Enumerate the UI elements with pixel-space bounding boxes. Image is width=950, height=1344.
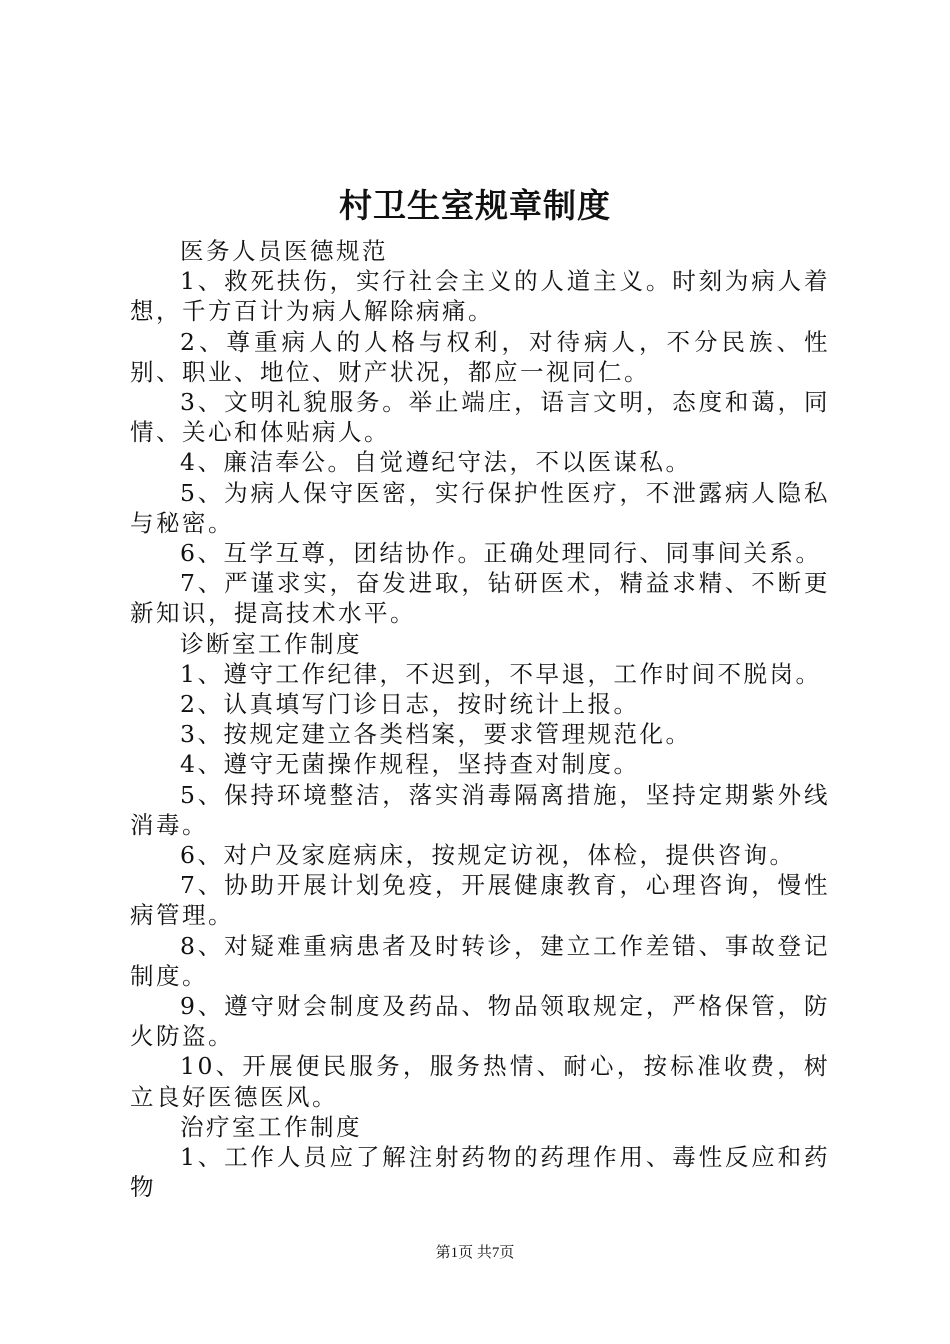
paragraph: 5、为病人保守医密，实行保护性医疗，不泄露病人隐私与秘密。: [130, 478, 830, 537]
paragraph: 3、文明礼貌服务。举止端庄，语言文明，态度和蔼，同情、关心和体贴病人。: [130, 388, 830, 447]
paragraph: 3、按规定建立各类档案，要求管理规范化。: [180, 720, 692, 749]
paragraph: 8、对疑难重病患者及时转诊，建立工作差错、事故登记制度。: [130, 931, 830, 990]
paragraph: 5、保持环境整洁，落实消毒隔离措施，坚持定期紫外线消毒。: [130, 780, 830, 839]
page-footer: 第1页 共7页: [435, 1245, 515, 1261]
paragraph: 4、遵守无菌操作规程，坚持查对制度。: [180, 750, 640, 779]
paragraph: 2、认真填写门诊日志，按时统计上报。: [180, 690, 640, 719]
paragraph: 6、互学互尊，团结协作。正确处理同行、同事间关系。: [180, 539, 822, 568]
paragraph: 2、尊重病人的人格与权利，对待病人，不分民族、性别、职业、地位、财产状况，都应一视同仁。: [130, 327, 830, 386]
paragraph: 1、救死扶伤，实行社会主义的人道主义。时刻为病人着想，千方百计为病人解除病痛。: [130, 267, 830, 326]
paragraph: 10、开展便民服务，服务热情、耐心，按标准收费，树立良好医德医风。: [130, 1052, 830, 1111]
section-heading-medical-ethics: 医务人员医德规范: [180, 237, 388, 265]
page-title: 村卫生室规章制度: [339, 186, 611, 225]
paragraph: 7、协助开展计划免疫，开展健康教育，心理咨询，慢性病管理。: [130, 871, 830, 930]
paragraph: 4、廉洁奉公。自觉遵纪守法，不以医谋私。: [180, 448, 692, 477]
paragraph: 9、遵守财会制度及药品、物品领取规定，严格保管，防火防盗。: [130, 992, 830, 1051]
paragraph: 1、工作人员应了解注射药物的药理作用、毒性反应和药物: [130, 1143, 830, 1202]
section-heading-treatment-room: 治疗室工作制度: [180, 1112, 362, 1141]
document-body: [130, 236, 830, 1203]
paragraph: 6、对户及家庭病床，按规定访视，体检，提供咨询。: [180, 841, 796, 870]
section-heading-diagnosis-room: 诊断室工作制度: [180, 629, 362, 658]
paragraph: 1、遵守工作纪律，不迟到，不早退，工作时间不脱岗。: [180, 659, 822, 688]
paragraph: 7、严谨求实，奋发进取，钻研医术，精益求精、不断更新知识，提高技术水平。: [130, 569, 830, 628]
